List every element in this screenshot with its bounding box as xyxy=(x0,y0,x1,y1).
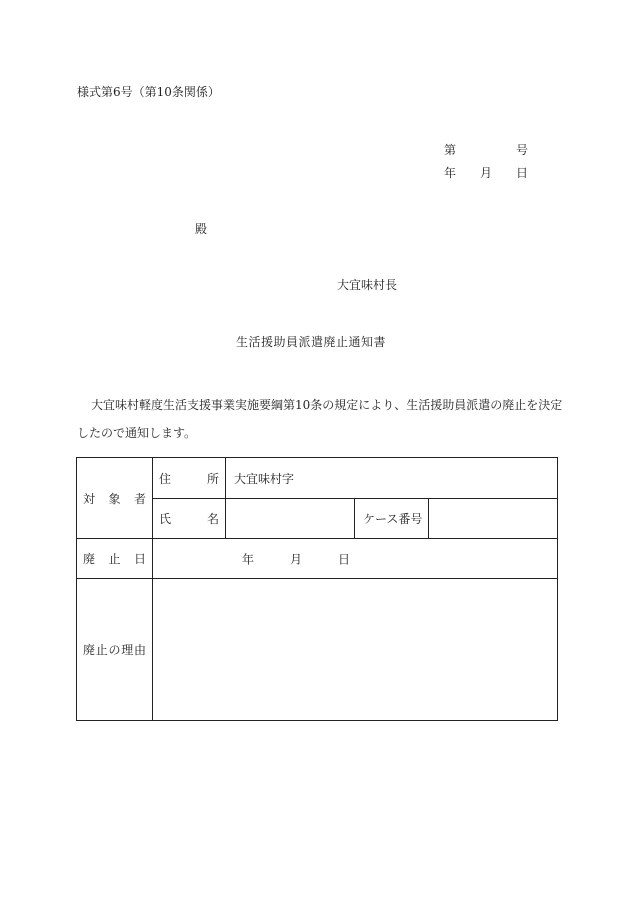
body-text-line-1: 大宜味村軽度生活支援事業実施要綱第10条の規定により、生活援助員派遣の廃止を決定 xyxy=(91,398,563,412)
abolish-year: 年 xyxy=(242,552,255,566)
reason-field[interactable] xyxy=(153,579,558,721)
issue-day: 日 xyxy=(516,166,529,180)
body-text-line-2: したので通知します。 xyxy=(77,426,197,440)
document-title: 生活援助員派遣廃止通知書 xyxy=(236,335,387,349)
subject-label: 対 象 者 xyxy=(77,458,153,539)
name-label: 氏 名 xyxy=(153,499,226,539)
reason-label: 廃 止 の 理 由 xyxy=(77,579,153,721)
form-number: 様式第6号（第10条関係） xyxy=(77,85,220,99)
case-number-field[interactable] xyxy=(429,499,558,539)
abolish-date-field[interactable] xyxy=(153,539,558,579)
address-label: 住 所 xyxy=(153,458,226,499)
name-field[interactable] xyxy=(226,499,355,539)
notice-table xyxy=(76,457,558,721)
issue-year: 年 xyxy=(444,166,457,180)
abolish-date-label: 廃 止 日 xyxy=(77,539,153,579)
doc-number-suffix: 号 xyxy=(516,143,529,157)
issuer: 大宜味村長 xyxy=(337,278,398,292)
abolish-day: 日 xyxy=(338,552,351,566)
issue-month: 月 xyxy=(480,166,493,180)
doc-number-prefix: 第 xyxy=(444,143,457,157)
addressee-suffix: 殿 xyxy=(195,222,208,236)
abolish-month: 月 xyxy=(290,552,303,566)
case-number-label: ケース番号 xyxy=(355,499,429,539)
address-field[interactable]: 大宜味村字 xyxy=(226,458,558,499)
